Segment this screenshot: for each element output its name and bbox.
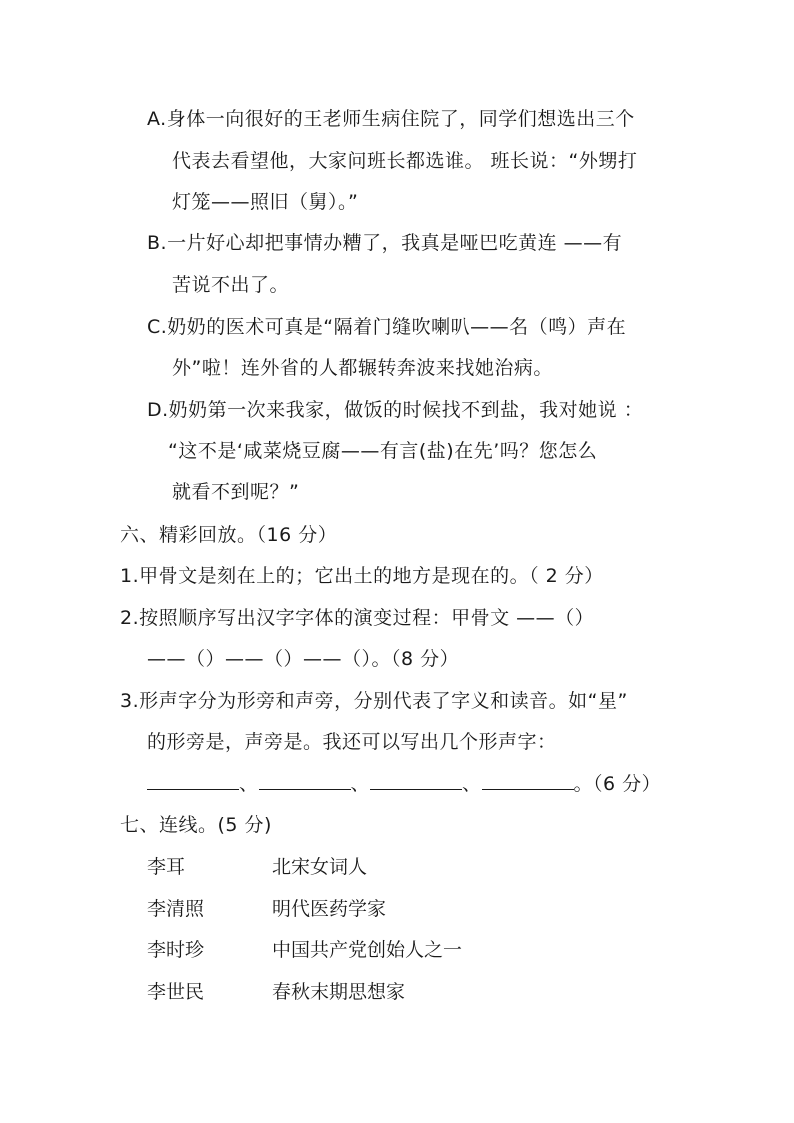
match-desc-2[interactable]: 明代医药学家 [272,898,387,920]
answer-blank-1[interactable] [147,771,239,790]
question-6-2-line-1: 2.按照顺序写出汉字字体的演变过程：甲骨文 ——（） [120,607,595,629]
option-a-line-2: 代表去看望他，大家问班长都选谁。 班长说：“外甥打 [172,150,638,172]
match-name-1[interactable]: 李耳 [147,856,186,878]
match-desc-3[interactable]: 中国共产党创始人之一 [272,939,463,961]
option-d-line-3: 就看不到呢？” [172,481,300,503]
option-a-line-1: A.身体一向很好的王老师生病住院了，同学们想选出三个 [147,108,635,130]
answer-blank-2[interactable] [259,771,351,790]
match-desc-4[interactable]: 春秋末期思想家 [272,981,406,1003]
option-c-line-2: 外”啦！连外省的人都辗转奔波来找她治病。 [172,357,553,379]
separator: 、 [350,773,371,795]
option-b-line-1: B.一片好心却把事情办糟了，我真是哑巴吃黄连 ——有 [147,232,623,254]
answer-blank-3[interactable] [370,771,462,790]
option-b-line-2: 苦说不出了。 [172,274,290,296]
option-d-line-2: “这不是‘咸菜烧豆腐——有言(盐)在先’吗？您怎么 [168,440,598,462]
match-name-4[interactable]: 李世民 [147,981,205,1003]
match-desc-1[interactable]: 北宋女词人 [272,856,368,878]
answer-blank-4[interactable] [482,771,574,790]
match-name-2[interactable]: 李清照 [147,898,205,920]
separator: 、 [239,773,259,795]
match-name-3[interactable]: 李时珍 [147,939,205,961]
option-a-line-3: 灯笼——照旧（舅）。” [172,191,359,213]
score-note: 。（6 分） [573,773,662,795]
question-6-3-line-2: 的形旁是，声旁是。我还可以写出几个形声字： [147,731,557,753]
option-d-line-1: D.奶奶第一次来我家，做饭的时候找不到盐，我对她说 ： [147,399,644,421]
question-6-2-line-2: ——（）——（）——（）。（8 分） [147,648,460,670]
question-6-1: 1.甲骨文是刻在上的；它出土的地方是现在的。（ 2 分） [120,565,604,587]
section-6-title: 六、精彩回放。（16 分） [120,524,338,546]
separator: 、 [462,773,482,795]
question-6-3-line-1: 3.形声字分为形旁和声旁，分别代表了字义和读音。如“星” [120,690,628,712]
question-6-3-answer-line [147,771,661,797]
option-c-line-1: C.奶奶的医术可真是“隔着门缝吹喇叭——名（鸣）声在 [147,316,627,338]
section-7-title: 七、连线。(5 分) [120,814,272,836]
